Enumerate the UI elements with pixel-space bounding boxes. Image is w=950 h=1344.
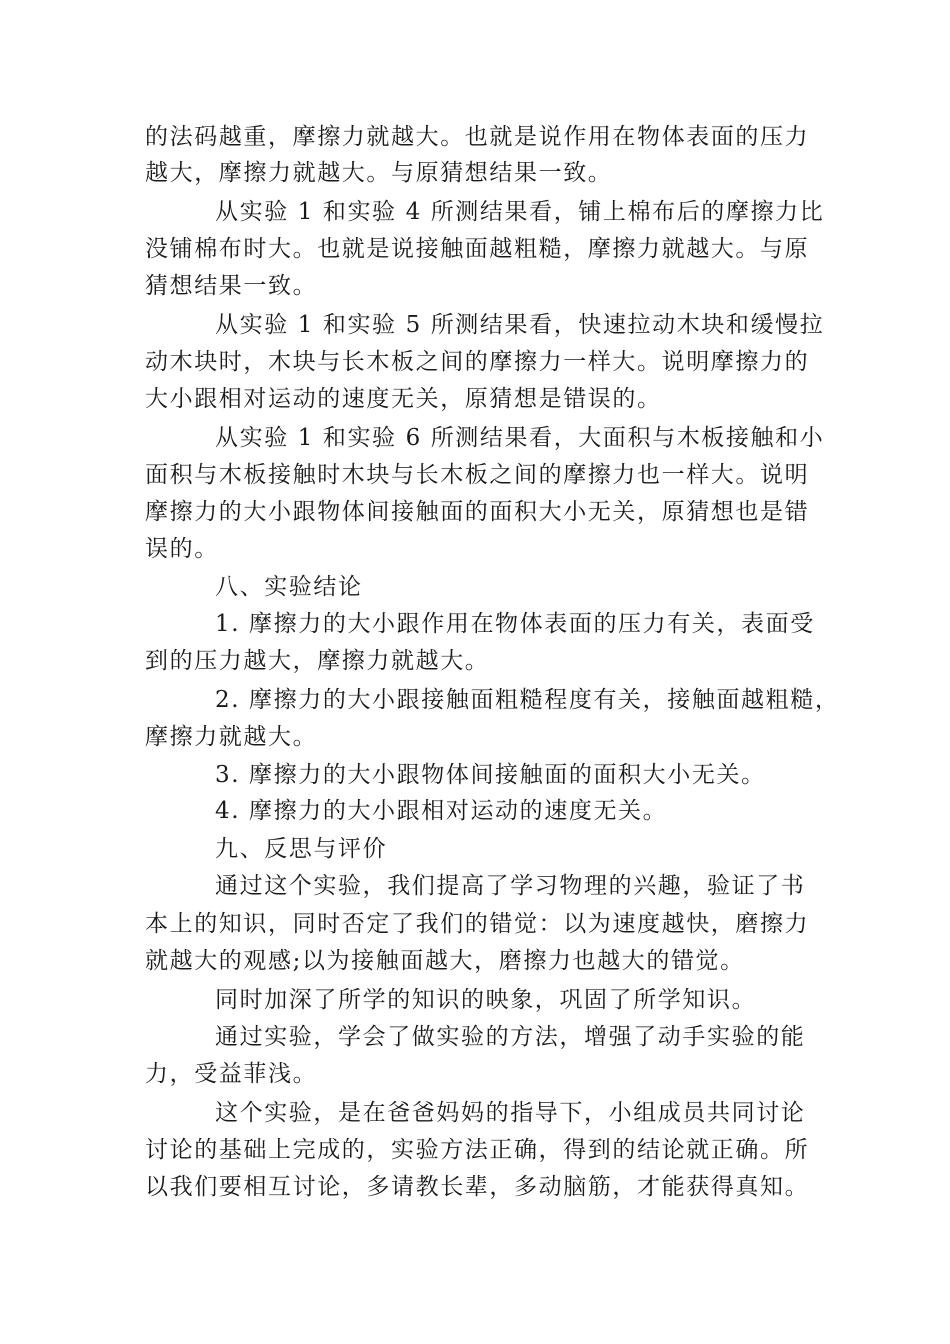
text-line-18: 3. 摩擦力的大小跟物体间接触面的面积大小无关。 — [215, 762, 766, 788]
text-line-5: 猜想结果一致。 — [145, 273, 318, 299]
text-line-12: 误的。 — [145, 536, 219, 562]
text-line-19: 4. 摩擦力的大小跟相对运动的速度无关。 — [215, 798, 668, 824]
text-line-1: 的法码越重，摩擦力就越大。也就是说作用在物体表面的压力 — [145, 124, 810, 150]
text-line-24: 同时加深了所学的知识的映象，巩固了所学知识。 — [215, 987, 757, 1013]
section-heading-conclusion: 八、实验结论 — [215, 574, 363, 600]
text-line-26: 力，受益菲浅。 — [145, 1061, 318, 1087]
text-line-10: 面积与木板接触时木块与长木板之间的摩擦力也一样大。说明 — [145, 462, 810, 488]
text-line-6: 从实验 1 和实验 5 所测结果看，快速拉动木块和缓慢拉 — [215, 312, 825, 338]
text-line-8: 大小跟相对运动的速度无关，原猜想是错误的。 — [145, 386, 662, 412]
text-line-7: 动木块时，木块与长木板之间的摩擦力一样大。说明摩擦力的 — [145, 349, 810, 375]
text-line-14: 1. 摩擦力的大小跟作用在物体表面的压力有关，表面受 — [215, 611, 815, 637]
text-line-3: 从实验 1 和实验 4 所测结果看，铺上棉布后的摩擦力比 — [215, 199, 825, 225]
text-line-9: 从实验 1 和实验 6 所测结果看，大面积与木板接触和小 — [215, 425, 825, 451]
text-line-11: 摩擦力的大小跟物体间接触面的面积大小无关，原猜想也是错 — [145, 499, 810, 525]
text-line-21: 通过这个实验，我们提高了学习物理的兴趣，验证了书 — [215, 873, 806, 899]
text-line-16: 2. 摩擦力的大小跟接触面粗糙程度有关，接触面越粗糙， — [215, 687, 840, 713]
text-line-15: 到的压力越大，摩擦力就越大。 — [145, 648, 490, 674]
text-line-28: 讨论的基础上完成的，实验方法正确，得到的结论就正确。所 — [145, 1137, 810, 1163]
text-line-17: 摩擦力就越大。 — [145, 724, 318, 750]
text-line-23: 就越大的观感;以为接触面越大，磨擦力也越大的错觉。 — [145, 948, 745, 974]
text-line-27: 这个实验，是在爸爸妈妈的指导下，小组成员共同讨论 — [215, 1100, 806, 1126]
text-line-29: 以我们要相互讨论，多请教长辈，多动脑筋，才能获得真知。 — [145, 1174, 810, 1200]
text-line-25: 通过实验，学会了做实验的方法，增强了动手实验的能 — [215, 1024, 806, 1050]
section-heading-reflection: 九、反思与评价 — [215, 836, 388, 862]
text-line-22: 本上的知识，同时否定了我们的错觉：以为速度越快，磨擦力 — [145, 911, 810, 937]
text-line-4: 没铺棉布时大。也就是说接触面越粗糙，摩擦力就越大。与原 — [145, 236, 810, 262]
text-line-2: 越大，摩擦力就越大。与原猜想结果一致。 — [145, 160, 613, 186]
